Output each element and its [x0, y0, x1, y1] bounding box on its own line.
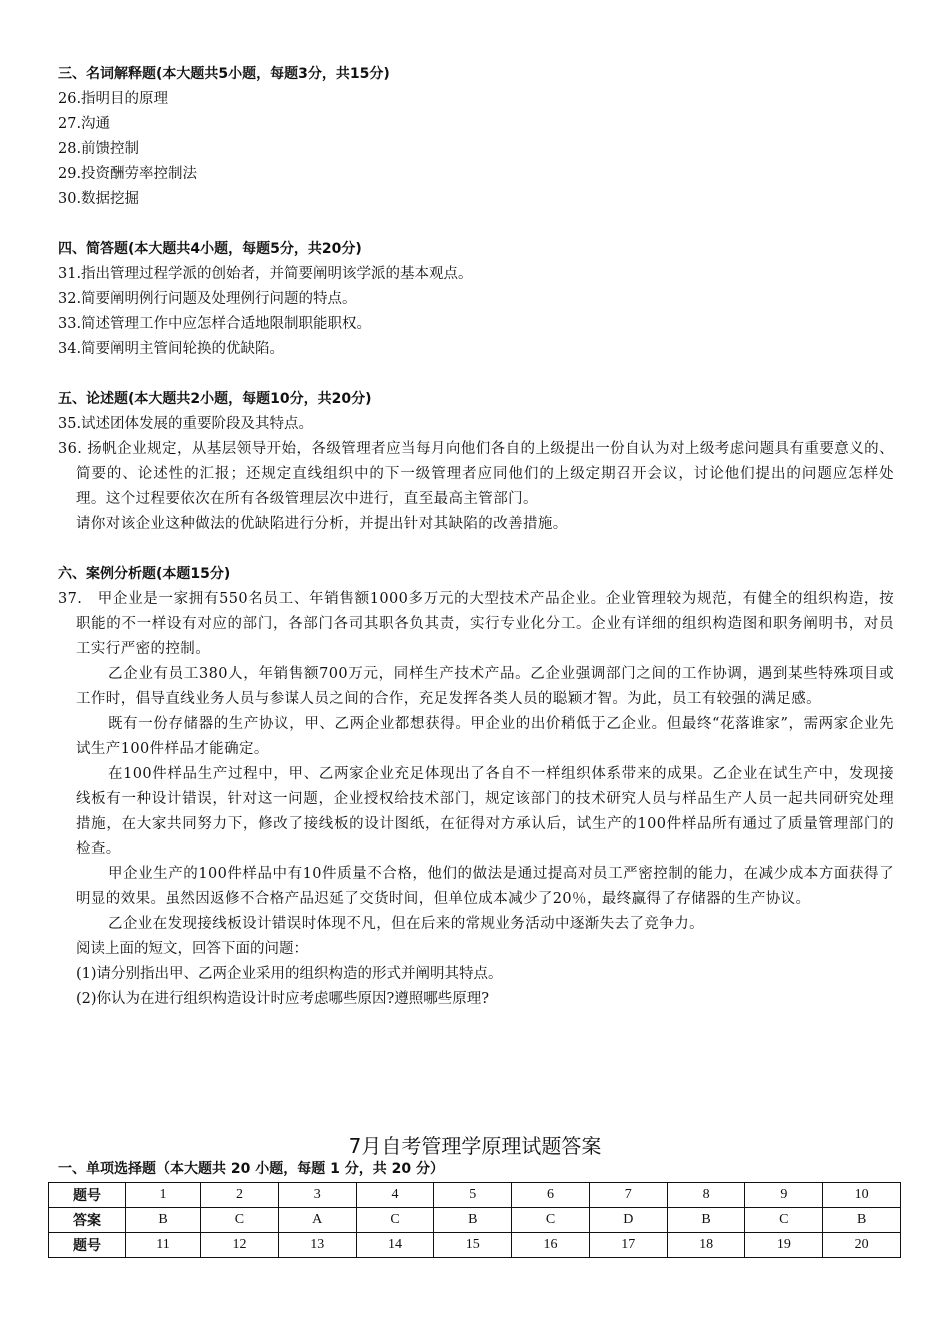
list-item: 33.简述管理工作中应怎样合适地限制职能职权。 — [58, 316, 372, 332]
list-item: 32.简要阐明例行问题及处理例行问题的特点。 — [58, 291, 357, 307]
case-paragraph-3: 既有一份存储器的生产协议，甲、乙两企业都想获得。甲企业的出价稍低于乙企业。但最终“花落谁家”，需两家企业先试生产100件样品才能确定。 — [76, 716, 894, 757]
table-cell: 16 — [512, 1233, 590, 1258]
list-item: 27.沟通 — [58, 116, 111, 132]
table-cell: 6 — [512, 1183, 590, 1208]
table-cell: 19 — [745, 1233, 823, 1258]
table-cell: 2 — [201, 1183, 279, 1208]
case-read-instruction: 阅读上面的短文，回答下面的问题： — [76, 941, 308, 957]
table-cell: C — [201, 1208, 279, 1233]
question-36: 36. 扬帆企业规定，从基层领导开始，各级管理者应当每月向他们各自的上级提出一份自认为对上级考虑问题具有重要意义的、简要的、论述性的汇报；还规定直线组织中的下一级管理者应同他们的上级定期召开会议，讨论他们提出的问题应怎样处理。这个过程要依次在所有各级管理层次中进行，直至最高主管部门。 — [58, 441, 894, 507]
list-item: 30.数据挖掘 — [58, 191, 140, 207]
case-paragraph-4: 在100件样品生产过程中，甲、乙两家企业充足体现出了各自不一样组织体系带来的成果。乙企业在试生产中，发现接线板有一种设计错误，针对这一问题，企业授权给技术部门，规定该部门的技术研究人员与样品生产人员一起共同研究处理措施，在大家共同努力下，修改了接线板的设计图纸，在征得对方承认后，试生产的100件样品所有通过了质量管理部门的检查。 — [76, 766, 894, 857]
answer-table — [48, 1182, 901, 1258]
table-cell: 4 — [356, 1183, 434, 1208]
table-cell: C — [356, 1208, 434, 1233]
table-cell: 14 — [356, 1233, 434, 1258]
table-cell: 11 — [126, 1233, 201, 1258]
section3-title: 三、名词解释题(本大题共5小题，每题3分，共15分) — [58, 66, 390, 82]
case-question-1: (1)请分别指出甲、乙两企业采用的组织构造的形式并阐明其特点。 — [76, 966, 503, 982]
question-36-ask: 请你对该企业这种做法的优缺陷进行分析，并提出针对其缺陷的改善措施。 — [76, 516, 568, 532]
table-cell: 20 — [823, 1233, 901, 1258]
table-cell: 1 — [126, 1183, 201, 1208]
table-cell: C — [512, 1208, 590, 1233]
table-cell: 10 — [823, 1183, 901, 1208]
section6-title: 六、案例分析题(本题15分) — [58, 566, 231, 582]
list-item: 34.简要阐明主管间轮换的优缺陷。 — [58, 341, 285, 357]
list-item: 31.指出管理过程学派的创始者，并简要阐明该学派的基本观点。 — [58, 266, 473, 282]
case-question-2: (2)你认为在进行组织构造设计时应考虑哪些原因?遵照哪些原理? — [76, 991, 490, 1007]
table-cell: B — [667, 1208, 745, 1233]
list-item: 28.前馈控制 — [58, 141, 140, 157]
table-cell: C — [745, 1208, 823, 1233]
table-row — [49, 1233, 901, 1258]
table-cell: 17 — [589, 1233, 667, 1258]
table-cell: D — [589, 1208, 667, 1233]
table-cell: 8 — [667, 1183, 745, 1208]
table-cell: B — [434, 1208, 512, 1233]
list-item: 29.投资酬劳率控制法 — [58, 166, 198, 182]
table-cell: 13 — [278, 1233, 356, 1258]
table-cell: A — [278, 1208, 356, 1233]
table-cell: 18 — [667, 1233, 745, 1258]
table-cell: 5 — [434, 1183, 512, 1208]
question-35: 35.试述团体发展的重要阶段及其特点。 — [58, 416, 314, 432]
answer-title: 7月自考管理学原理试题答案 — [348, 1134, 602, 1158]
table-row — [49, 1183, 901, 1208]
table-cell: 7 — [589, 1183, 667, 1208]
table-row — [49, 1208, 901, 1233]
table-cell: 9 — [745, 1183, 823, 1208]
table-cell: 15 — [434, 1233, 512, 1258]
case-paragraph-2: 乙企业有员工380人，年销售额700万元，同样生产技术产品。乙企业强调部门之间的工作协调，遇到某些特殊项目或工作时，倡导直线业务人员与参谋人员之间的合作，充足发挥各类人员的聪颖才智。为此，员工有较强的满足感。 — [76, 666, 894, 707]
case-paragraph-1: 37. 甲企业是一家拥有550名员工、年销售额1000多万元的大型技术产品企业。企业管理较为规范，有健全的组织构造，按职能的不一样设有对应的部门，各部门各司其职各负其责，实行专业化分工。企业有详细的组织构造图和职务阐明书，对员工实行严密的控制。 — [58, 591, 894, 657]
table-header-cell: 题号 — [49, 1233, 126, 1258]
table-cell: 3 — [278, 1183, 356, 1208]
section5-title: 五、论述题(本大题共2小题，每题10分，共20分) — [58, 391, 372, 407]
exam-page — [58, 62, 894, 1012]
table-cell: B — [126, 1208, 201, 1233]
table-cell: B — [823, 1208, 901, 1233]
section4-title: 四、简答题(本大题共4小题，每题5分，共20分) — [58, 241, 362, 257]
list-item: 26.指明目的原理 — [58, 91, 169, 107]
answer-section1-title: 一、单项选择题（本大题共 20 小题，每题 1 分，共 20 分） — [58, 1161, 444, 1177]
case-paragraph-5: 甲企业生产的100件样品中有10件质量不合格，他们的做法是通过提高对员工严密控制的能力，在减少成本方面获得了明显的效果。虽然因返修不合格产品迟延了交货时间，但单位成本减少了20％，最终赢得了存储器的生产协议。 — [76, 866, 894, 907]
table-cell: 12 — [201, 1233, 279, 1258]
table-header-cell: 答案 — [49, 1208, 126, 1233]
table-header-cell: 题号 — [49, 1183, 126, 1208]
case-paragraph-6: 乙企业在发现接线板设计错误时体现不凡，但在后来的常规业务活动中逐渐失去了竞争力。 — [108, 916, 704, 932]
